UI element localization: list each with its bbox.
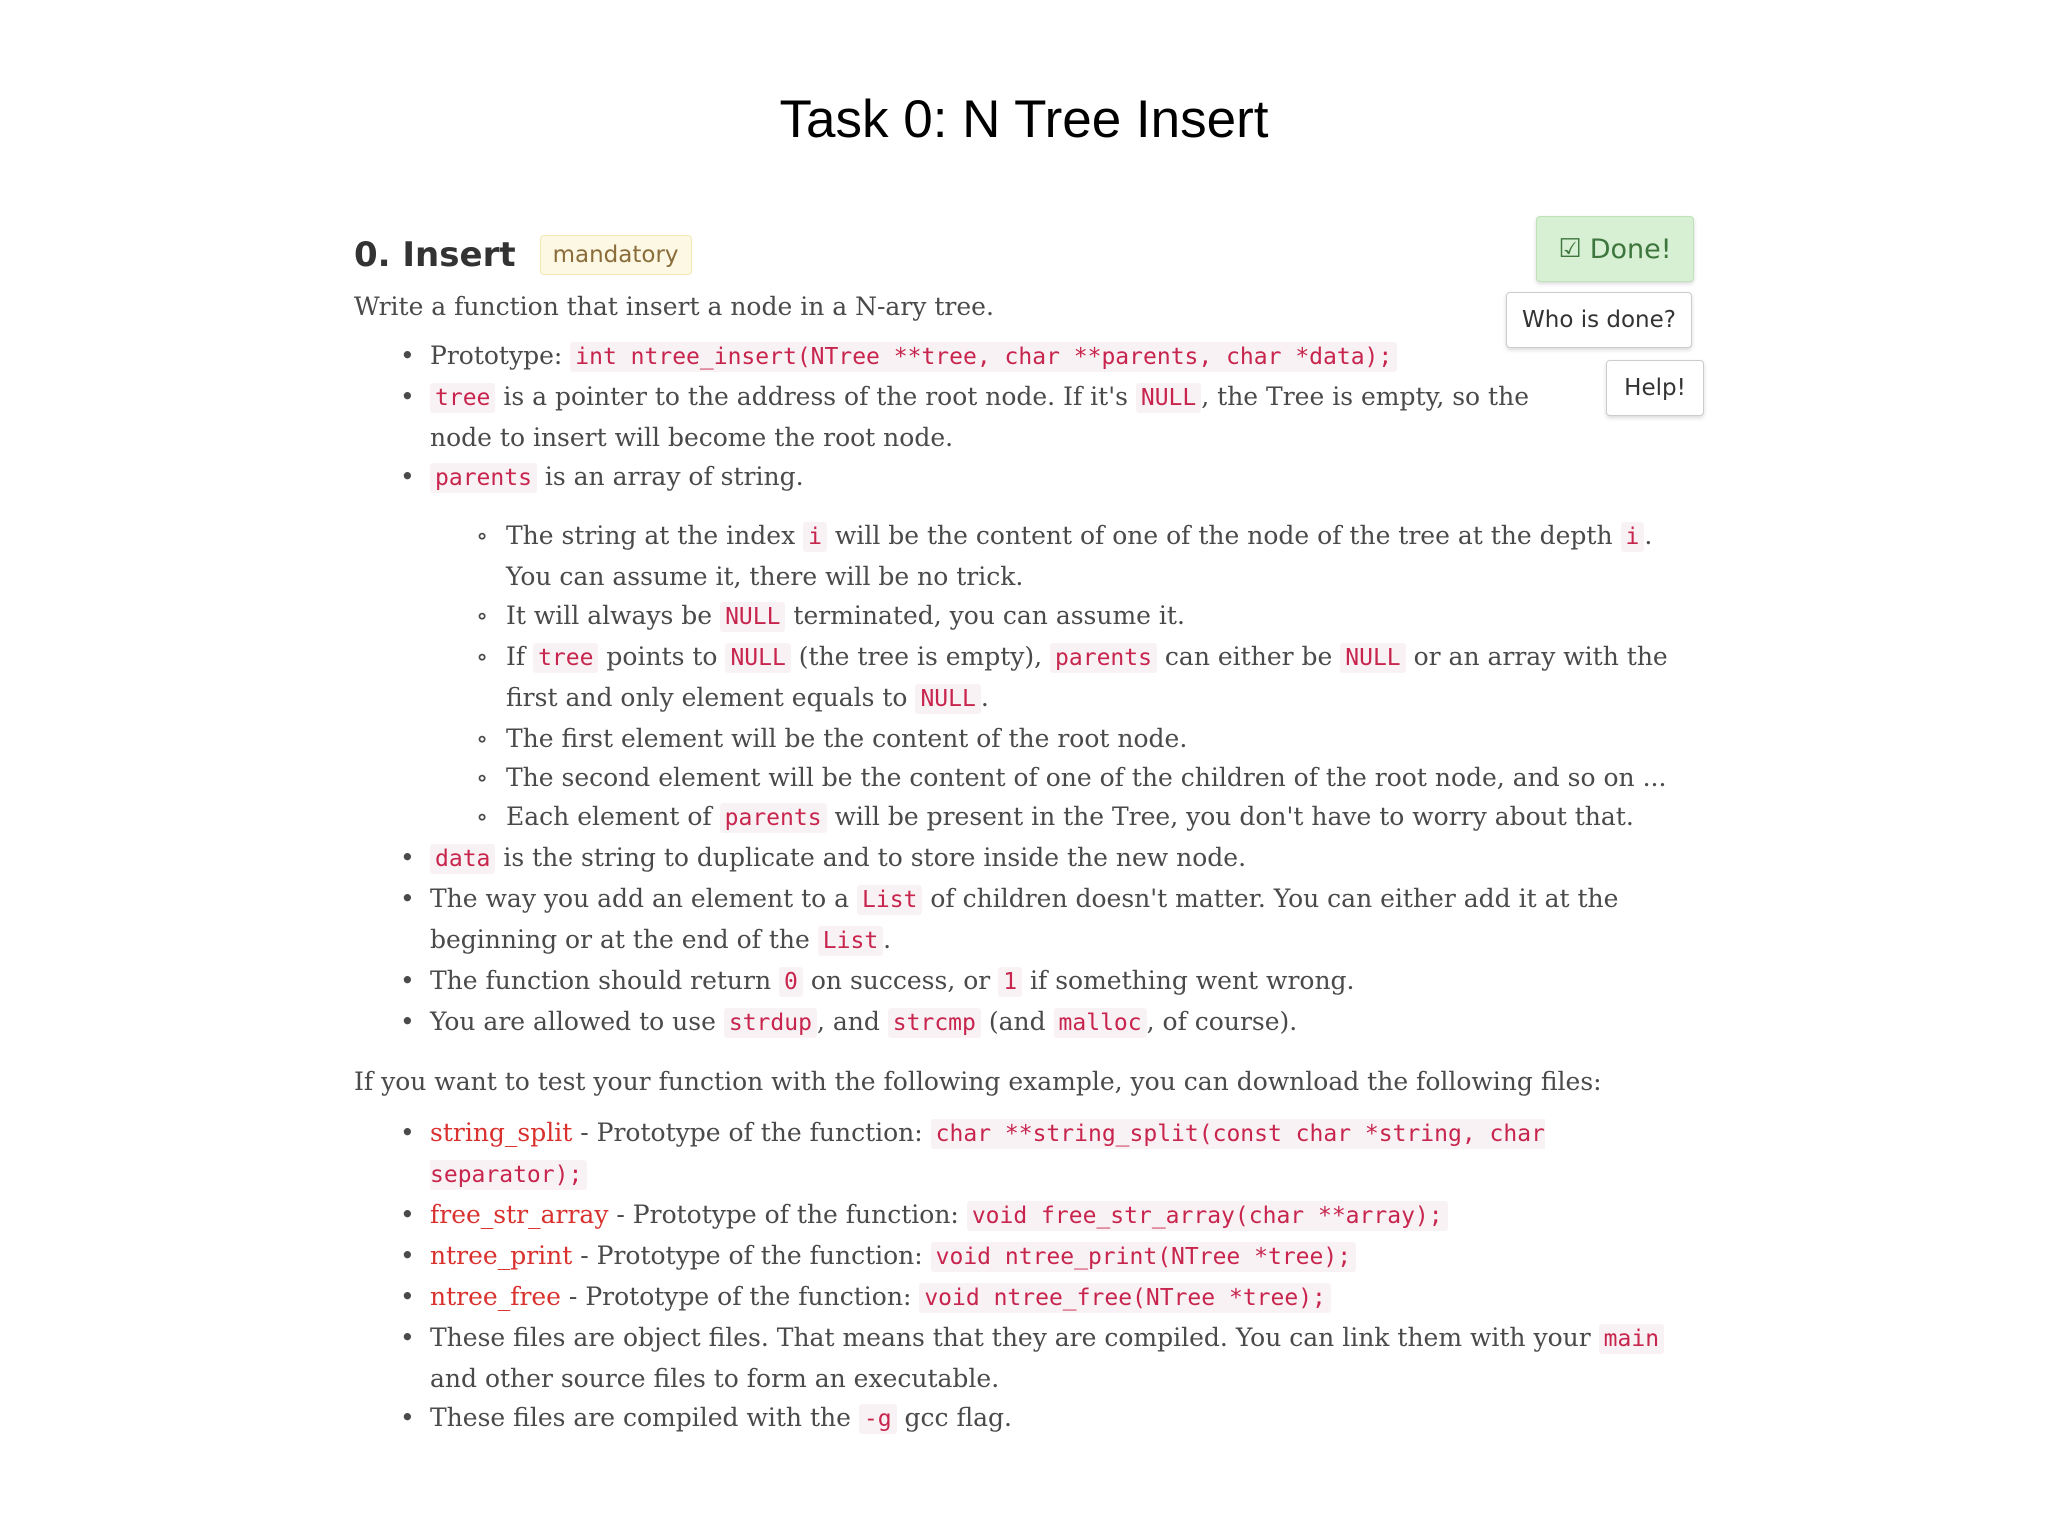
text: - Prototype of the function:: [608, 1200, 967, 1229]
list-item: [430, 1195, 1694, 1236]
sub-list-item: [506, 516, 1694, 596]
slide-title: Task 0: N Tree Insert: [779, 90, 1269, 149]
sub-list-item: [506, 719, 1694, 758]
text: It will always be: [506, 601, 721, 630]
code: NULL: [720, 602, 785, 632]
list-item: [430, 879, 1694, 961]
sub-list-item: [506, 596, 1694, 637]
text: - Prototype of the function:: [572, 1241, 931, 1270]
text: is the string to duplicate and to store inside the new node.: [495, 843, 1247, 872]
prototype-code: int ntree_insert(NTree **tree, char **parents, char *data);: [570, 342, 1397, 372]
sub-list-item: [506, 637, 1694, 719]
text: These files are compiled with the: [430, 1403, 859, 1432]
code: 0: [779, 967, 803, 997]
requirements-list: [354, 336, 1694, 1043]
text: , the Tree is empty, so the node to insert will become the root node.: [430, 382, 1529, 452]
text: is a pointer to the address of the root node. If it's: [495, 382, 1136, 411]
text: The string at the index: [506, 521, 804, 550]
files-list: [354, 1113, 1694, 1439]
free-str-array-link[interactable]: free_str_array: [430, 1200, 609, 1229]
code: char **string_split(const char *string, char separator);: [430, 1121, 1545, 1188]
code: malloc: [1054, 1008, 1147, 1038]
code: strcmp: [888, 1008, 981, 1038]
who-is-done-button[interactable]: Who is done?: [1506, 292, 1692, 348]
string-split-link[interactable]: string_split: [430, 1118, 573, 1147]
list-item: [430, 1002, 1694, 1043]
code: strdup: [724, 1008, 817, 1038]
code: parents: [720, 803, 827, 833]
help-button[interactable]: Help!: [1606, 360, 1704, 416]
text: will be the content of one of the node of the tree at the depth: [826, 521, 1621, 550]
text: Prototype:: [430, 341, 571, 370]
sub-list-item: [506, 758, 1694, 797]
ntree-free-link[interactable]: ntree_free: [430, 1282, 561, 1311]
code: NULL: [915, 684, 980, 714]
list-item: [430, 1398, 1694, 1439]
code: List: [857, 885, 922, 915]
text: Each element of: [506, 802, 720, 831]
code: void ntree_print(NTree *tree);: [931, 1242, 1356, 1272]
task-card: [354, 230, 1694, 1439]
code: List: [818, 926, 883, 956]
ntree-print-link[interactable]: ntree_print: [430, 1241, 573, 1270]
text: The function should return: [430, 966, 780, 995]
list-item: [430, 377, 1555, 457]
list-item: [430, 961, 1694, 1002]
text: (and: [980, 1007, 1054, 1036]
text: can either be: [1156, 642, 1341, 671]
text: will be present in the Tree, you don't have to worry about that.: [826, 802, 1634, 831]
check-square-icon: ☑: [1558, 234, 1582, 264]
text: points to: [598, 642, 726, 671]
code: i: [1621, 522, 1645, 552]
code: tree: [430, 383, 495, 413]
code: -g: [859, 1404, 897, 1434]
list-item: [430, 457, 1694, 838]
list-item: [430, 1318, 1694, 1398]
list-item: [430, 1113, 1694, 1195]
text: .: [980, 683, 989, 712]
text: The way you add an element to a: [430, 884, 858, 913]
list-item: [430, 838, 1694, 879]
list-item: [430, 1236, 1694, 1277]
files-intro: If you want to test your function with the following example, you can download the following files:: [354, 1067, 1602, 1096]
list-item: [430, 1277, 1694, 1318]
mandatory-badge: mandatory: [540, 235, 692, 275]
code: 1: [998, 967, 1022, 997]
code: NULL: [725, 643, 790, 673]
text: . You can assume it, there will be no trick.: [506, 521, 1653, 591]
code: NULL: [1340, 643, 1405, 673]
text: The first element will be the content of the root node.: [506, 724, 1188, 753]
code: NULL: [1136, 383, 1201, 413]
text: terminated, you can assume it.: [785, 601, 1185, 630]
text: The second element will be the content of one of the children of the root node, and so on ...: [506, 763, 1667, 792]
text: (the tree is empty),: [790, 642, 1051, 671]
text: if something went wrong.: [1022, 966, 1355, 995]
text: - Prototype of the function:: [572, 1118, 931, 1147]
code: void free_str_array(char **array);: [967, 1201, 1448, 1231]
code: void ntree_free(NTree *tree);: [919, 1283, 1331, 1313]
text: You are allowed to use: [430, 1007, 724, 1036]
code: parents: [430, 463, 537, 493]
text: is an array of string.: [536, 462, 804, 491]
parents-sublist: [430, 516, 1694, 838]
code: parents: [1050, 643, 1157, 673]
text: on success, or: [802, 966, 999, 995]
text: , and: [816, 1007, 888, 1036]
sub-list-item: [506, 797, 1694, 838]
list-item: [430, 336, 1555, 377]
text: - Prototype of the function:: [560, 1282, 920, 1311]
code: data: [430, 844, 495, 874]
text: If: [506, 642, 534, 671]
text: of children doesn't matter. You can either add it at the beginning or at the end of the: [430, 884, 1619, 954]
text: gcc flag.: [896, 1403, 1012, 1432]
task-intro: Write a function that insert a node in a N-ary tree.: [354, 292, 994, 321]
text: These files are object files. That means that they are compiled. You can link them with your: [430, 1323, 1599, 1352]
done-button[interactable]: [1536, 216, 1694, 282]
task-title: 0. Insert: [354, 235, 516, 275]
code: main: [1599, 1324, 1664, 1354]
text: .: [883, 925, 892, 954]
code: i: [803, 522, 827, 552]
text: and other source files to form an executable.: [430, 1364, 1000, 1393]
text: or an array with the first and only element equals to: [506, 642, 1668, 712]
done-button-label: Done!: [1589, 233, 1672, 265]
task-header: [354, 230, 1694, 280]
text: , of course).: [1146, 1007, 1298, 1036]
code: tree: [533, 643, 598, 673]
